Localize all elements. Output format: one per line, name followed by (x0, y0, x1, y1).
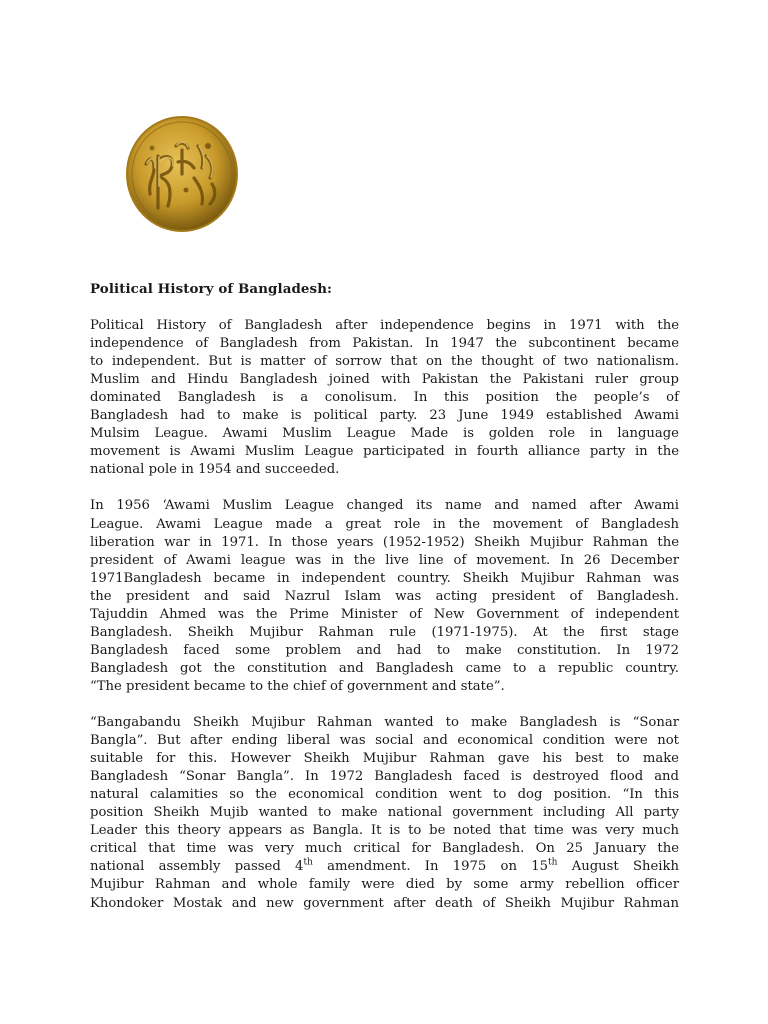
text-line: liberation war in 1971. In those years (1952-1952) Sheikh Mujibur Rahman the (90, 534, 679, 550)
text-fragment: national assembly passed 4 (90, 859, 304, 875)
text-line: critical that time was very much critical for Bangladesh. On 25 January the (90, 841, 679, 857)
text-line: suitable for this. However Sheikh Mujibur Rahman gave his best to make (90, 751, 679, 767)
text-line: movement is Awami Muslim League participated in fourth alliance party in the (90, 444, 679, 460)
text-line: Mulsim League. Awami Muslim League Made is golden role in language (90, 426, 679, 442)
text-line: national pole in 1954 and succeeded. (90, 462, 340, 478)
paragraph (90, 497, 679, 696)
text-line: Bangladesh. Sheikh Mujibur Rahman rule (1971-1975). At the first stage (90, 624, 679, 640)
text-line: League. Awami League made a great role in the movement of Bangladesh (90, 516, 679, 532)
ordinal-suffix: th (303, 858, 313, 869)
paragraph (90, 714, 679, 913)
text-line: Mujibur Rahman and whole family were died by some army rebellion officer (90, 877, 679, 893)
text-line: to independent. But is matter of sorrow that on the thought of two nationalism. (90, 354, 679, 370)
text-fragment: amendment. In 1975 on 15 (312, 859, 549, 875)
text-line: president of Awami league was in the live line of movement. In 26 December (90, 552, 679, 568)
paragraph (90, 317, 679, 479)
text-line: the president and said Nazrul Islam was acting president of Bangladesh. (90, 588, 679, 604)
text-line: natural calamities so the economical condition went to dog position. “In this (90, 787, 679, 803)
ordinal-suffix: th (548, 858, 558, 869)
text-line: 1971Bangladesh became in independent country. Sheikh Mujibur Rahman was (90, 570, 679, 586)
text-line: In 1956 ‘Awami Muslim League changed its name and named after Awami (90, 498, 679, 514)
text-line: Tajuddin Ahmed was the Prime Minister of New Government of independent (90, 606, 679, 622)
text-line: Muslim and Hindu Bangladesh joined with Pakistan the Pakistani ruler group (90, 372, 679, 388)
text-line: independence of Bangladesh from Pakistan. In 1947 the subcontinent became (90, 336, 679, 352)
document-heading: Political History of Bangladesh: (90, 281, 333, 297)
text-line: Bangla”. But after ending liberal was social and economical condition were not (90, 733, 679, 749)
text-line: Leader this theory appears as Bangla. It is to be noted that time was very much (90, 823, 679, 839)
text-line: position Sheikh Mujib wanted to make national government including All party (90, 805, 679, 821)
text-line: Bangladesh “Sonar Bangla”. In 1972 Bangladesh faced is destroyed flood and (90, 769, 679, 785)
text-line: Political History of Bangladesh after independence begins in 1971 with the (90, 318, 679, 333)
gold-coin-icon (124, 116, 240, 232)
document-body (90, 317, 679, 931)
text-line: Bangladesh had to make is political party. 23 June 1949 established Awami (90, 408, 679, 424)
text-line (90, 858, 679, 876)
text-line: dominated Bangladesh is a conolisum. In this position the people’s of (90, 390, 679, 406)
text-line: “The president became to the chief of government and state”. (90, 678, 505, 694)
text-line: Khondoker Mostak and new government after death of Sheikh Mujibur Rahman (90, 895, 679, 911)
text-line: Bangladesh got the constitution and Bangladesh came to a republic country. (90, 660, 679, 676)
text-fragment: August Sheikh (557, 859, 679, 875)
text-line: “Bangabandu Sheikh Mujibur Rahman wanted to make Bangladesh is “Sonar (90, 715, 679, 731)
text-line: Bangladesh faced some problem and had to make constitution. In 1972 (90, 642, 679, 658)
